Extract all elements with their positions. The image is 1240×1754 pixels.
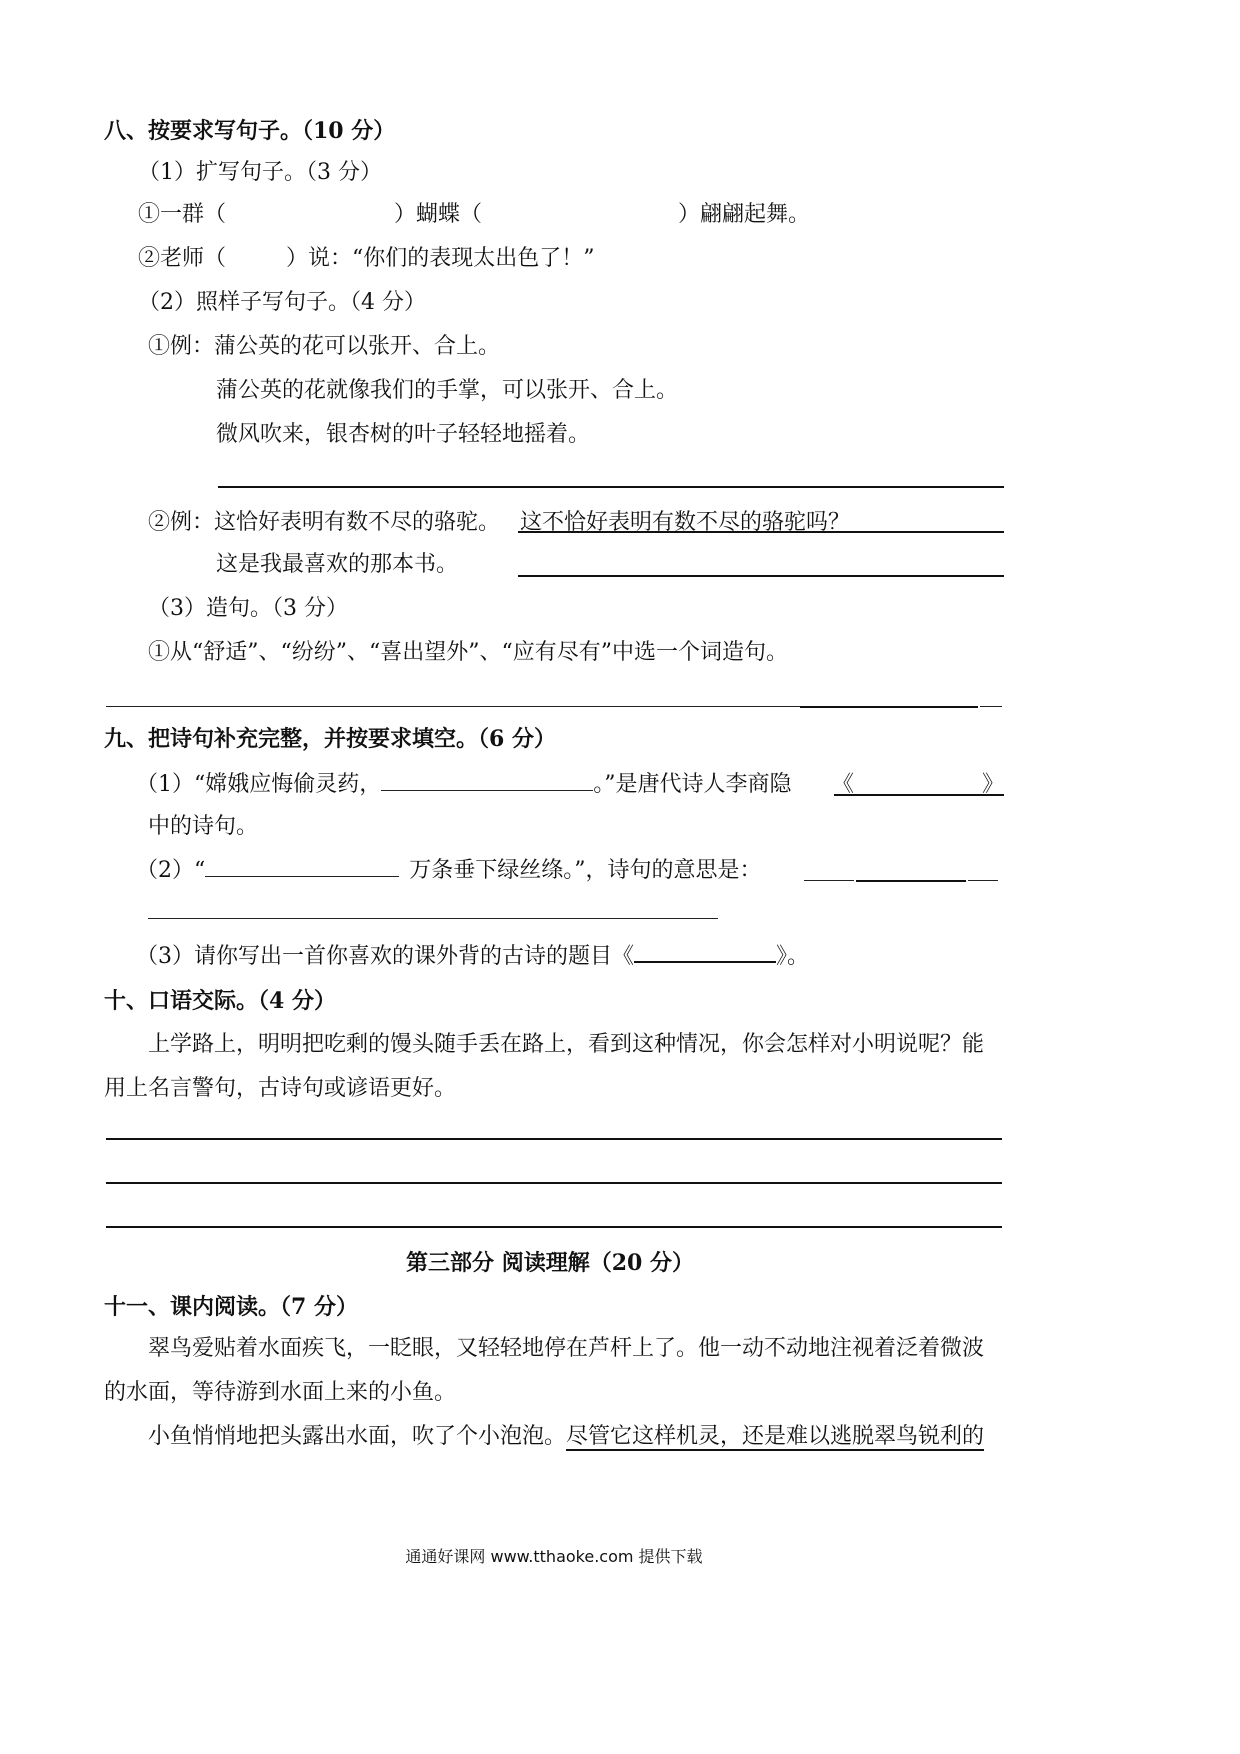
meaning-blank[interactable]	[856, 880, 966, 882]
exercise-1-sentence: 微风吹来，银杏树的叶子轻轻地摇着。	[216, 422, 591, 447]
answer-line[interactable]	[106, 1182, 1002, 1184]
part-3-title: 第三部分 阅读理解（20 分）	[406, 1250, 694, 1276]
section-10-title: 十、口语交际。（4 分）	[104, 988, 336, 1014]
subsection-1-title: （1）扩写句子。（3 分）	[138, 160, 382, 185]
reading-para-1-line-1: 翠鸟爱贴着水面疾飞，一眨眼，又轻轻地停在芦杆上了。他一动不动地注视着泛着微波	[148, 1336, 985, 1361]
q2-part-b: ）说：“你们的表现太出色了！”	[286, 246, 595, 271]
q1-part-c: ）翩翩起舞。	[678, 202, 811, 227]
poem-question-1	[136, 770, 792, 800]
answer-line[interactable]	[518, 575, 1004, 577]
example-2-original: ②例：这恰好表明有数不尽的骆驼。	[148, 510, 501, 535]
poem-q2-part-a: （2）“	[136, 858, 206, 883]
title-open-bracket: 《	[612, 944, 635, 969]
reading-para-2-underlined: 尽管它这样机灵，还是难以逃脱翠鸟锐利的	[566, 1424, 985, 1449]
poem-q1-part-b: 。”是唐代诗人李商隐	[593, 772, 792, 797]
subsection-3-title: （3）造句。（3 分）	[148, 596, 348, 621]
reading-para-1-line-2: 的水面，等待游到水面上来的小鱼。	[104, 1380, 457, 1405]
meaning-blank[interactable]	[804, 880, 854, 881]
make-sentence-prompt: ①从“舒适”、“纷纷”、“喜出望外”、“应有尽有”中选一个词造句。	[148, 640, 788, 665]
exercise-2-sentence: 这是我最喜欢的那本书。	[216, 552, 459, 577]
title-close-bracket: 》。	[776, 944, 810, 969]
poem-q1-part-a: （1）“嫦娥应悔偷灵药，	[136, 772, 382, 797]
answer-line	[518, 531, 1004, 533]
example-2-answer: 这不恰好表明有数不尽的骆驼吗？	[520, 510, 851, 535]
answer-line[interactable]	[980, 706, 1002, 707]
q2-part-a: ②老师（	[138, 246, 227, 271]
poem-q1-part-c: 中的诗句。	[148, 814, 259, 839]
meaning-continuation-line[interactable]	[148, 918, 718, 919]
poem-q2-part-b: 万条垂下绿丝绦。”，诗句的意思是：	[409, 858, 762, 883]
title-close-bracket: 》	[982, 772, 1005, 797]
answer-line[interactable]	[106, 1226, 1002, 1228]
answer-line[interactable]	[800, 706, 978, 708]
section-10-body-line-1: 上学路上，明明把吃剩的馒头随手丢在路上，看到这种情况，你会怎样对小明说呢？能	[148, 1032, 985, 1057]
expand-question-1	[138, 200, 810, 230]
section-10-body-line-2: 用上名言警句，古诗句或谚语更好。	[104, 1076, 457, 1101]
reading-para-2-line-1	[148, 1422, 984, 1452]
answer-line[interactable]	[106, 1138, 1002, 1140]
title-open-bracket: 《	[832, 772, 855, 797]
title-blank[interactable]	[634, 943, 776, 963]
answer-line[interactable]	[106, 706, 800, 707]
section-9-title: 九、把诗句补充完整，并按要求填空。（6 分）	[104, 726, 556, 752]
section-8-title: 八、按要求写句子。（10 分）	[104, 118, 396, 144]
poem-q3-part-a: （3）请你写出一首你喜欢的课外背的古诗的题目	[136, 944, 612, 969]
blank-line[interactable]	[381, 772, 593, 791]
example-1-original: ①例：蒲公英的花可以张开、合上。	[148, 334, 501, 359]
title-blank[interactable]	[834, 794, 1004, 796]
q1-part-a: ①一群（	[138, 202, 227, 227]
poem-question-2	[136, 856, 762, 886]
meaning-blank[interactable]	[968, 880, 998, 881]
reading-para-2-plain: 小鱼悄悄地把头露出水面，吹了个小泡泡。	[148, 1424, 567, 1449]
poem-question-3	[136, 942, 809, 972]
blank-line[interactable]	[205, 858, 399, 877]
q1-part-b: ）蝴蝶（	[394, 202, 483, 227]
section-11-title: 十一、课内阅读。（7 分）	[104, 1294, 358, 1320]
answer-line[interactable]	[218, 486, 1004, 488]
expand-question-2	[138, 244, 595, 274]
subsection-2-title: （2）照样子写句子。（4 分）	[138, 290, 426, 315]
example-1-rewrite: 蒲公英的花就像我们的手掌，可以张开、合上。	[216, 378, 679, 403]
footer-download-notice: 通通好课网 www.tthaoke.com 提供下载	[405, 1547, 703, 1566]
